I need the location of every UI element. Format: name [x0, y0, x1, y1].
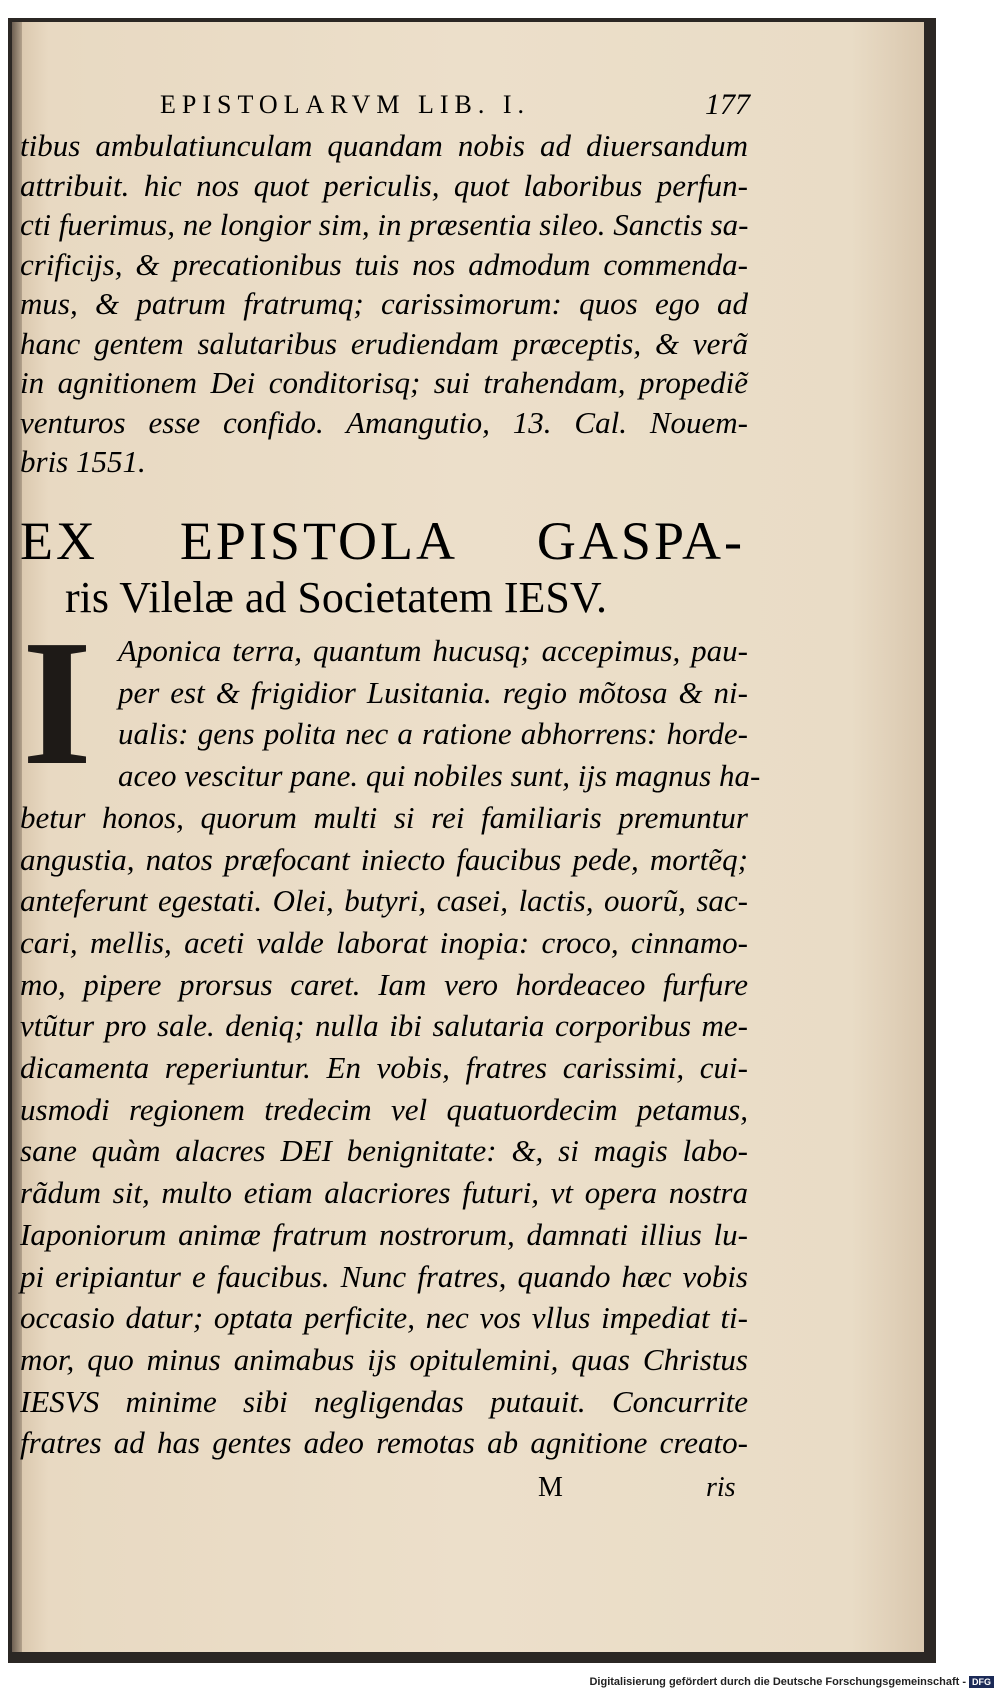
- text-line: Aponica terra, quantum hucusq; accepimus, pau-: [118, 633, 748, 668]
- text-line: bris 1551.: [20, 444, 146, 479]
- text-line: vtũtur pro sale. deniq; nulla ibi salutaria corporibus me-: [20, 1008, 748, 1044]
- text-line: in agnitionem Dei conditorisq; sui trahendam, propediẽ: [20, 365, 748, 400]
- text-line: fratres ad has gentes adeo remotas ab agnitione creato-: [20, 1425, 748, 1461]
- text-line: cari, mellis, aceti valde laborat inopia: croco, cinnamo-: [20, 924, 748, 960]
- text-line: mus, & patrum fratrumq; carissimorum: quos ego ad: [20, 286, 748, 321]
- footer-credit: [589, 1676, 994, 1688]
- text-line: rãdum sit, multo etiam alacriores futuri, vt opera nostra: [20, 1175, 748, 1211]
- text-line: Iaponiorum animæ fratrum nostrorum, damnati illius lu-: [20, 1216, 748, 1252]
- text-line: per est & frigidior Lusitania. regio mõtosa & ni-: [118, 674, 748, 710]
- text-line: occasio datur; optata perficite, nec vos vllus impediat ti-: [20, 1300, 748, 1336]
- text-line: betur honos, quorum multi si rei familiaris premuntur: [20, 799, 748, 835]
- text-line: cti fuerimus, ne longior sim, in præsentia sileo. Sanctis sa-: [20, 207, 749, 242]
- text-line: ualis: gens polita nec a ratione abhorrens: horde-: [118, 716, 748, 752]
- page-number: 177: [705, 88, 750, 121]
- section-heading-line-2: ris Vilelæ ad Societatem IESV.: [65, 573, 608, 622]
- text-line: sane quàm alacres DEI benignitate: &, si magis labo-: [20, 1133, 748, 1169]
- text-line: pi eripiantur e faucibus. Nunc fratres, quando hæc vobis: [20, 1258, 748, 1294]
- text-line: usmodi regionem tredecim vel quatuordecim petamus,: [20, 1091, 748, 1127]
- signature-mark: M: [538, 1472, 563, 1503]
- text-line: dicamenta reperiuntur. En vobis, fratres carissimi, cui-: [20, 1050, 748, 1085]
- text-line: angustia, natos præfocant iniecto faucibus pede, mortẽq;: [20, 841, 748, 877]
- drop-cap: [22, 603, 117, 802]
- text-line: aceo vescitur pane. qui nobiles sunt, ijs magnus ha-: [118, 758, 761, 794]
- section-heading-line-1: EX EPISTOLA GASPA-: [20, 511, 745, 571]
- text-line: anteferunt egestati. Olei, butyri, casei, lactis, ouorũ, sac-: [20, 883, 748, 919]
- drop-cap-letter: I: [22, 603, 93, 802]
- text-line: mor, quo minus animabus ijs opitulemini, quas Christus: [20, 1341, 748, 1377]
- dfg-logo: DFG: [969, 1676, 994, 1688]
- text-line: tibus ambulatiunculam quandam nobis ad diuersandum: [20, 128, 748, 163]
- text-line: attribuit. hic nos quot periculis, quot laboribus perfun-: [20, 167, 748, 203]
- catchword: ris: [706, 1472, 736, 1503]
- footer-credit-text: Digitalisierung gefördert durch die Deutsche Forschungsgemeinschaft -: [589, 1676, 966, 1688]
- running-head: [160, 90, 750, 130]
- running-title: EPISTOLARVM LIB. I.: [160, 90, 531, 119]
- text-line: mo, pipere prorsus caret. Iam vero hordeaceo furfure: [20, 966, 748, 1002]
- text-line: hanc gentem salutaribus erudiendam præceptis, & verã: [20, 325, 748, 361]
- text-line: crificijs, & precationibus tuis nos admodum commenda-: [20, 246, 748, 282]
- text-line: venturos esse confido. Amangutio, 13. Cal. Nouem-: [20, 404, 748, 440]
- text-line: IESVS minime sibi negligendas putauit. Concurrite: [20, 1383, 748, 1419]
